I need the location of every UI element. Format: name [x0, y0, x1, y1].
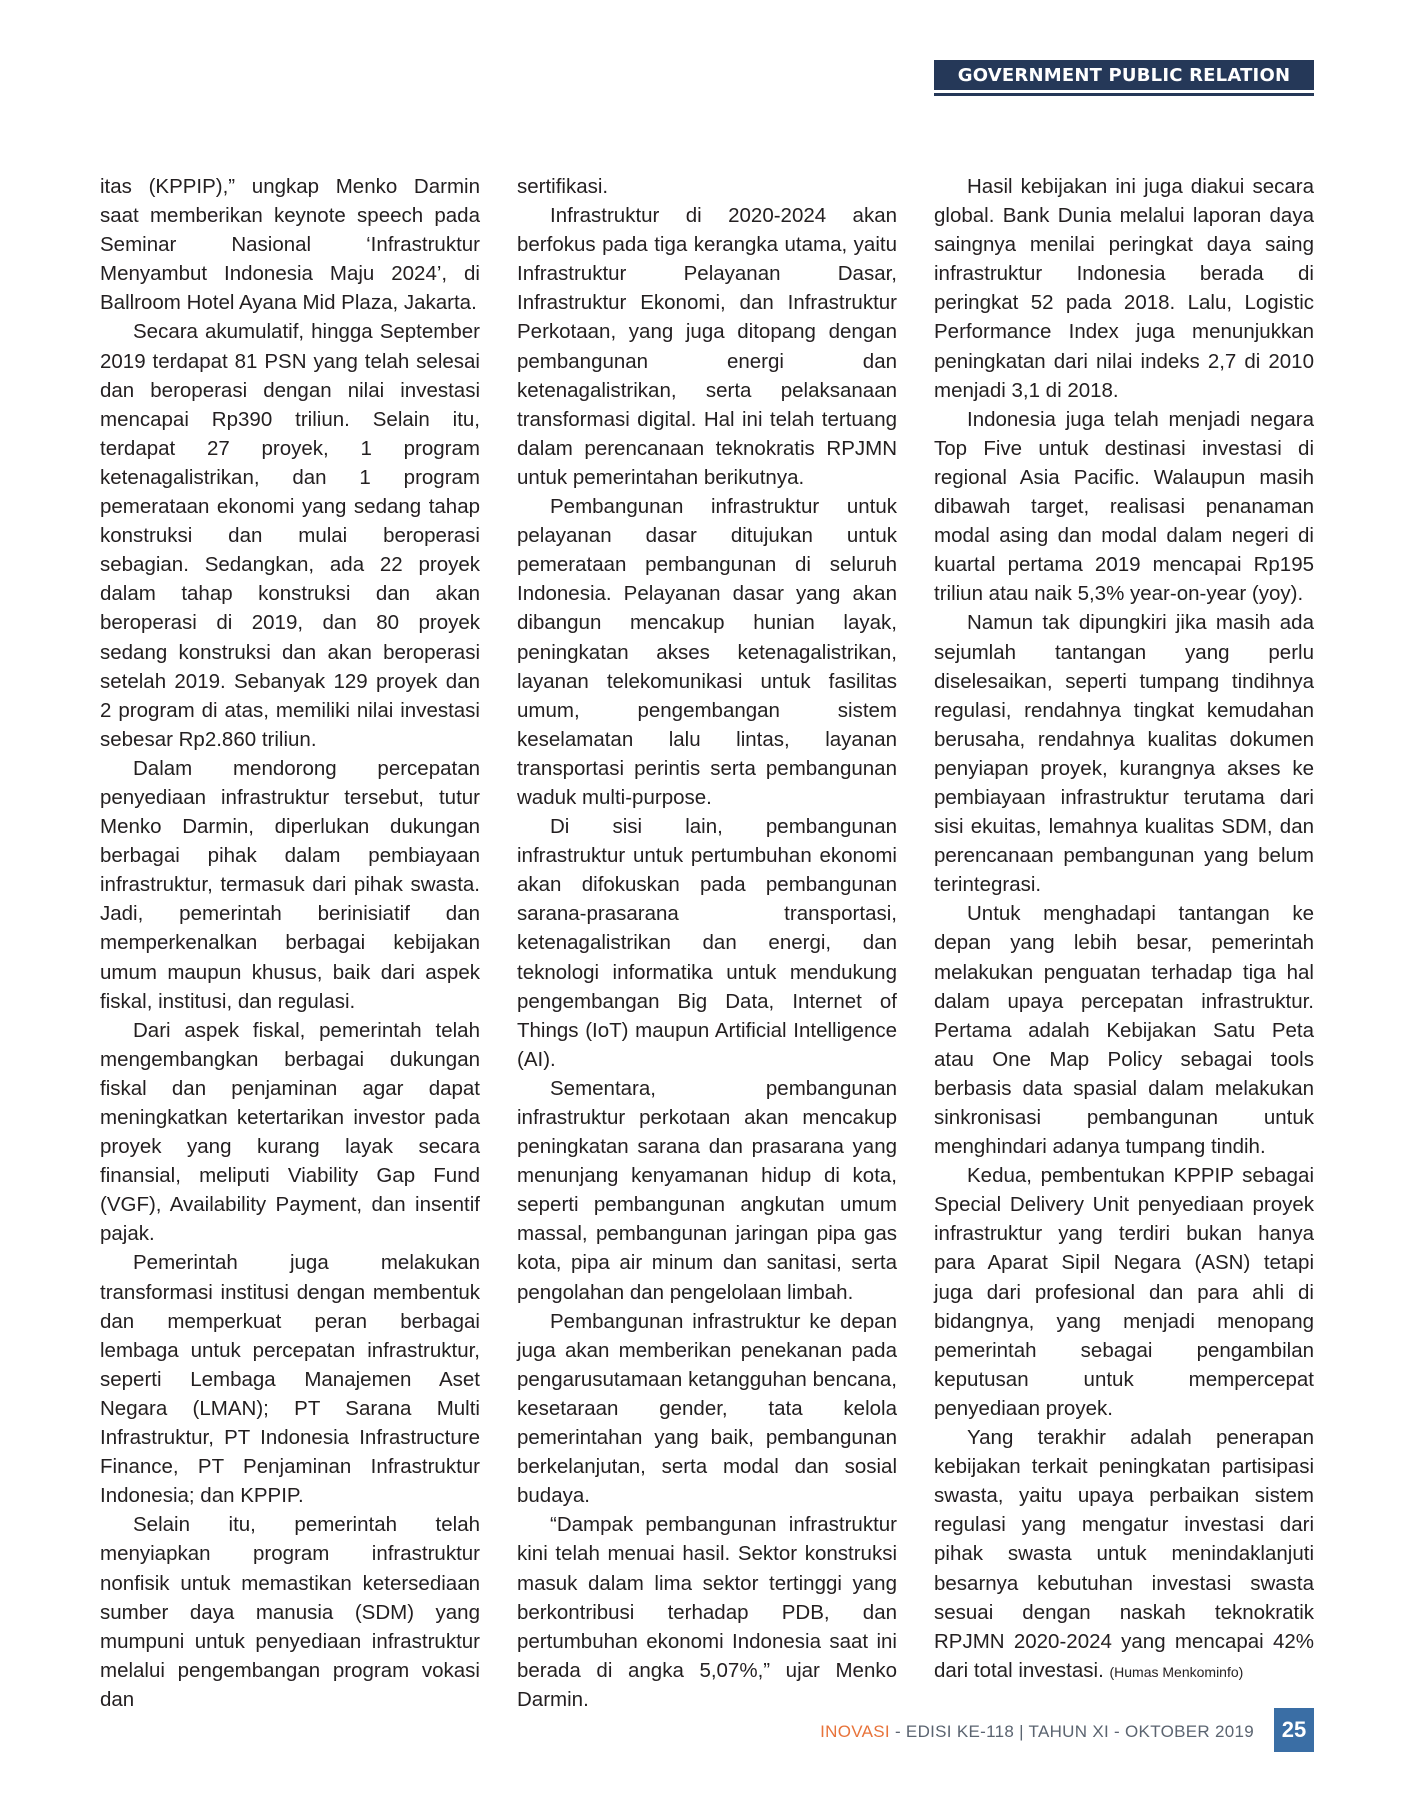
page-number-text: 25	[1281, 1717, 1307, 1742]
section-title: GOVERNMENT PUBLIC RELATION	[957, 64, 1291, 86]
footer-publication-info	[790, 1722, 1254, 1742]
paragraph: Infrastruktur di 2020-2024 akan berfokus pada tiga kerangka utama, yaitu Infrastruktur Pelayanan Dasar, Infrastruktur Ekonomi, dan Infrastruktur Perkotaan, yang juga ditopang dengan pembangunan energi dan ketenagalistrikan, serta pelaksanaan transformasi digital. Hal ini telah tertuang dalam perencanaan teknokratis RPJMN untuk pemerintahan berikutnya.	[517, 204, 897, 489]
paragraph: Untuk menghadapi tantangan ke depan yang lebih besar, pemerintah melakukan penguatan terhadap tiga hal dalam upaya percepatan infrastruktur. Pertama adalah Kebijakan Satu Peta atau One Map Policy sebagai tools berbasis data spasial dalam melakukan sinkronisasi pembangunan untuk menghindari adanya tumpang tindih.	[934, 902, 1314, 1159]
paragraph: Namun tak dipungkiri jika masih ada sejumlah tantangan yang perlu diselesaikan, seperti tumpang tindihnya regulasi, rendahnya tingkat kemudahan berusaha, rendahnya kualitas dokumen penyiapan proyek, kurangnya akses ke pembiayaan infrastruktur terutama dari sisi ekuitas, lemahnya kualitas SDM, dan perencanaan pembangunan yang belum terintegrasi.	[934, 611, 1314, 897]
paragraph-text: Yang terakhir adalah penerapan kebijakan terkait peningkatan partisipasi swasta, yaitu upaya perbaikan sistem regulasi yang mengatur investasi dari pihak swasta untuk menindaklanjuti besarnya kebutuhan investasi swasta sesuai dengan naskah teknokratik RPJMN 2020-2024 yang mencapai 42% dari total investasi.	[934, 1426, 1314, 1682]
paragraph: Dalam mendorong percepatan penyediaan infrastruktur tersebut, tutur Menko Darmin, diperlukan dukungan berbagai pihak dalam pembiayaan infrastruktur, termasuk dari pihak swasta. Jadi, pemerintah berinisiatif dan memperkenalkan berbagai kebijakan umum maupun khusus, baik dari aspek fiskal, institusi, dan regulasi.	[100, 756, 480, 1013]
paragraph: Pemerintah juga melakukan transformasi institusi dengan membentuk dan memperkuat peran berbagai lembaga untuk percepatan infrastruktur, seperti Lembaga Manajemen Aset Negara (LMAN); PT Sarana Multi Infrastruktur, PT Indonesia Infrastructure Finance, PT Penjaminan Infrastruktur Indonesia; dan KPPIP.	[100, 1251, 480, 1508]
paragraph: itas (KPPIP),” ungkap Menko Darmin saat memberikan keynote speech pada Seminar Nasional ‘Infrastruktur Menyambut Indonesia Maju 2024’, di Ballroom Hotel Ayana Mid Plaza, Jakarta.	[100, 175, 480, 315]
paragraph: Pembangunan infrastruktur untuk pelayanan dasar ditujukan untuk pemerataan pembangunan di seluruh Indonesia. Pelayanan dasar yang akan dibangun mencakup hunian layak, peningkatan akses ketenagalistrikan, layanan telekomunikasi untuk fasilitas umum, pengembangan sistem keselamatan lalu lintas, layanan transportasi perintis serta pembangunan waduk multi-purpose.	[517, 495, 897, 809]
header-rule	[934, 93, 1314, 96]
page-number	[1274, 1708, 1314, 1752]
footer-edition: - EDISI KE-118 | TAHUN XI - OKTOBER 2019	[889, 1722, 1254, 1741]
paragraph: Secara akumulatif, hingga September 2019 terdapat 81 PSN yang telah selesai dan beroperasi dengan nilai investasi mencapai Rp390 triliun. Selain itu, terdapat 27 proyek, 1 program ketenagalistrikan, dan 1 program pemerataan ekonomi yang sedang tahap konstruksi dan mulai beroperasi sebagian. Sedangkan, ada 22 proyek dalam tahap konstruksi dan akan beroperasi di 2019, dan 80 proyek sedang konstruksi dan akan beroperasi setelah 2019. Sebanyak 129 proyek dan 2 program di atas, memiliki nilai investasi sebesar Rp2.860 triliun.	[100, 320, 480, 751]
footer-brand: INOVASI	[820, 1722, 890, 1741]
paragraph: Indonesia juga telah menjadi negara Top Five untuk destinasi investasi di regional Asia Pacific. Walaupun masih dibawah target, realisasi penanaman modal asing dan modal dalam negeri di kuartal pertama 2019 mencapai Rp195 triliun atau naik 5,3% year-on-year (yoy).	[934, 407, 1314, 606]
article-column-3	[934, 172, 1314, 1687]
paragraph: Di sisi lain, pembangunan infrastruktur untuk pertumbuhan ekonomi akan difokuskan pada pembangunan sarana-prasarana transportasi, ketenagalistrikan dan energi, dan teknologi informatika untuk mendukung pengembangan Big Data, Internet of Things (IoT) maupun Artificial Intelligence (AI).	[517, 815, 897, 1071]
paragraph: Pembangunan infrastruktur ke depan juga akan memberikan penekanan pada pengarusutamaan ketangguhan bencana, kesetaraan gender, tata kelola pemerintahan yang baik, pembangunan berkelanjutan, serta modal dan sosial budaya.	[517, 1309, 897, 1508]
paragraph: Selain itu, pemerintah telah menyiapkan program infrastruktur nonfisik untuk memastikan ketersediaan sumber daya manusia (SDM) yang mumpuni untuk penyediaan infrastruktur melalui pengembangan program vokasi dan	[100, 1513, 480, 1711]
paragraph: Dari aspek fiskal, pemerintah telah mengembangkan berbagai dukungan fiskal dan penjaminan agar dapat meningkatkan ketertarikan investor pada proyek yang kurang layak secara finansial, meliputi Viability Gap Fund (VGF), Availability Payment, dan insentif pajak.	[100, 1018, 480, 1246]
paragraph: Kedua, pembentukan KPPIP sebagai Special Delivery Unit penyediaan proyek infrastruktur yang terdiri bukan hanya para Aparat Sipil Negara (ASN) tetapi juga dari profesional dan para ahli di bidangnya, yang menjadi menopang pemerintah sebagai pengambilan keputusan untuk mempercepat penyediaan proyek.	[934, 1164, 1314, 1420]
article-column-2	[517, 172, 897, 1714]
paragraph: Hasil kebijakan ini juga diakui secara global. Bank Dunia melalui laporan daya saingnya menilai peringkat daya saing infrastruktur Indonesia berada di peringkat 52 pada 2018. Lalu, Logistic Performance Index juga menunjukkan peningkatan dari nilai indeks 2,7 di 2010 menjadi 3,1 di 2018.	[934, 175, 1314, 402]
section-header	[934, 60, 1314, 90]
article-column-1	[100, 172, 480, 1714]
paragraph: “Dampak pembangunan infrastruktur kini telah menuai hasil. Sektor konstruksi masuk dalam lima sektor tertinggi yang berkontribusi terhadap PDB, dan pertumbuhan ekonomi Indonesia saat ini berada di angka 5,07%,” ujar Menko Darmin.	[517, 1513, 897, 1711]
paragraph: sertifikasi.	[517, 175, 609, 198]
paragraph: Sementara, pembangunan infrastruktur perkotaan akan mencakup peningkatan sarana dan prasarana yang menunjang kenyamanan hidup di kota, seperti pembangunan angkutan umum massal, pembangunan jaringan pipa gas kota, pipa air minum dan sanitasi, serta pengolahan dan pengelolaan limbah.	[517, 1076, 897, 1304]
article-credit: (Humas Menkominfo)	[1109, 1663, 1244, 1680]
paragraph-with-credit	[934, 1423, 1314, 1687]
